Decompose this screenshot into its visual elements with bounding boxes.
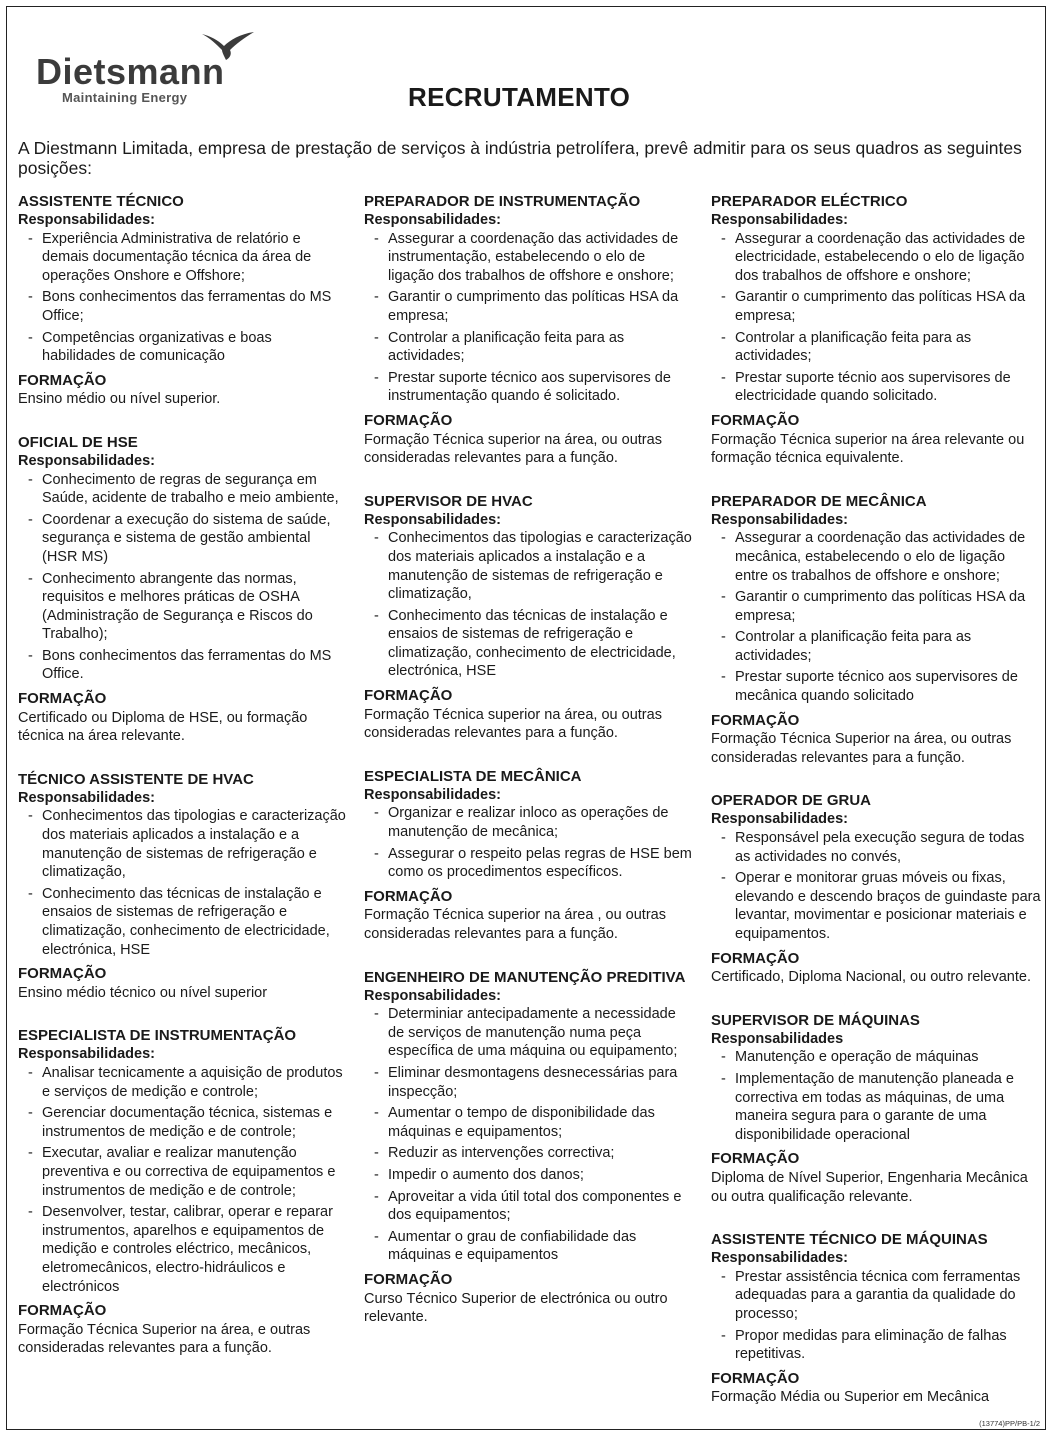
- list-item: - Propor medidas para eliminação de falhas repetitivas.: [711, 1327, 1041, 1364]
- education-text: Formação Técnica superior na área, ou outras consideradas relevantes para a função.: [364, 431, 662, 467]
- list-item: - Aumentar o grau de confiabilidade das máquinas e equipamentos: [364, 1228, 694, 1265]
- job-title: SUPERVISOR DE MÁQUINAS: [711, 1011, 920, 1029]
- responsibilities-label: Responsabilidades:: [711, 212, 848, 228]
- responsibilities-list: [711, 1268, 1041, 1364]
- list-item: - Conhecimentos das tipologias e caracterização dos materiais aplicados a instalação e a manutenção de sistemas de refrigeração e climatização,: [18, 807, 348, 881]
- education-text: Ensino médio ou nível superior.: [18, 391, 221, 408]
- responsibilities-list: [364, 529, 694, 681]
- list-item: - Aproveitar a vida útil total dos componentes e dos equipamentos;: [364, 1188, 694, 1225]
- list-item: - Bons conhecimentos das ferramentas do MS Office;: [18, 288, 348, 325]
- responsibilities-list: [364, 804, 694, 881]
- list-item: - Experiência Administrativa de relatório e demais documentação técnica da área de operações Onshore e Offshore;: [18, 230, 348, 286]
- job-section: [18, 433, 348, 746]
- job-title: TÉCNICO ASSISTENTE DE HVAC: [18, 770, 254, 788]
- list-item: - Competências organizativas e boas habilidades de comunicação: [18, 329, 348, 366]
- list-item: - Conhecimento das técnicas de instalação e ensaios de sistemas de refrigeração e climatização, conhecimento de electricidade, electrónica, HSE: [18, 885, 348, 959]
- education-text: Ensino médio técnico ou nível superior: [18, 984, 268, 1001]
- education-label: FORMAÇÃO: [711, 949, 800, 967]
- education-label: FORMAÇÃO: [18, 690, 107, 708]
- list-item: - Conhecimento das técnicas de instalação e ensaios de sistemas de refrigeração e climatização, conhecimento de electricidade, electrónica, HSE: [364, 607, 694, 681]
- responsibilities-label: Responsabilidades: [711, 1030, 844, 1047]
- education-text: Formação Média ou Superior em Mecânica: [711, 1389, 990, 1406]
- responsibilities-list: [364, 1005, 694, 1265]
- job-section: [364, 767, 694, 944]
- education-label: FORMAÇÃO: [18, 371, 107, 389]
- job-section: [18, 1026, 348, 1358]
- education-text: Formação Técnica superior na área relevante ou formação técnica equivalente.: [711, 431, 1025, 467]
- education-label: FORMAÇÃO: [364, 411, 453, 429]
- responsibilities-label: Responsabilidades:: [711, 1250, 848, 1267]
- education-text: Certificado ou Diploma de HSE, ou formação técnica na área relevante.: [18, 709, 308, 745]
- page-title: RECRUTAMENTO: [408, 82, 631, 112]
- responsibilities-list: [18, 471, 348, 685]
- job-section: [711, 1011, 1041, 1206]
- job-title: ESPECIALISTA DE MECÂNICA: [364, 767, 582, 785]
- education-label: FORMAÇÃO: [711, 411, 800, 429]
- responsibilities-list: [18, 1064, 348, 1296]
- job-section: [364, 192, 694, 468]
- list-item: - Manutenção e operação de máquinas: [711, 1048, 1041, 1067]
- responsibilities-list: [711, 829, 1041, 944]
- intro-paragraph: A Diestmann Limitada, empresa de prestação de serviços à indústria petrolífera, prevê admitir para os seus quadros as seguintes posições:: [18, 138, 1022, 178]
- responsibilities-list: [711, 529, 1041, 705]
- responsibilities-list: [711, 1048, 1041, 1144]
- job-section: [711, 1230, 1041, 1407]
- list-item: - Implementação de manutenção planeada e correctiva em todas as máquinas, de uma maneira segura para o garante de uma disponibilidade operacional: [711, 1070, 1041, 1144]
- responsibilities-label: Responsabilidades:: [18, 452, 155, 469]
- footnote-code: (13774)PP/PB-1/2: [979, 1419, 1040, 1428]
- list-item: - Controlar a planificação feita para as actividades;: [711, 628, 1041, 665]
- list-item: - Conhecimento abrangente das normas, requisitos e melhores práticas de OSHA (Administração de Segurança e Riscos do Trabalho);: [18, 570, 348, 644]
- job-section: [711, 791, 1041, 986]
- responsibilities-list: [18, 807, 348, 959]
- education-text: Formação Técnica superior na área , ou outras consideradas relevantes para a função.: [364, 907, 666, 942]
- list-item: - Assegurar o respeito pelas regras de HSE bem como os procedimentos específicos.: [364, 845, 694, 882]
- job-title: ESPECIALISTA DE INSTRUMENTAÇÃO: [18, 1027, 297, 1045]
- list-item: - Assegurar a coordenação das actividades de electricidade, estabelecendo o elo de ligação dos trabalhos de offshore e onshore;: [711, 230, 1041, 286]
- responsibilities-label: Responsabilidades:: [711, 511, 848, 528]
- responsibilities-list: [364, 230, 694, 406]
- responsibilities-label: Responsabilidades:: [364, 212, 501, 228]
- job-section: [364, 492, 694, 743]
- list-item: - Reduzir as intervenções correctiva;: [364, 1144, 694, 1163]
- list-item: - Prestar suporte técnico aos supervisores de mecânica quando solicitado: [711, 668, 1041, 705]
- list-item: - Garantir o cumprimento das políticas HSA da empresa;: [364, 288, 694, 325]
- responsibilities-label: Responsabilidades:: [364, 511, 501, 528]
- education-label: FORMAÇÃO: [18, 1302, 107, 1320]
- list-item: - Determiniar antecipadamente a necessidade de serviços de manutenção numa peça específica de uma máquina ou equipamento;: [364, 1005, 694, 1061]
- list-item: - Coordenar a execução do sistema de saúde, segurança e sistema de gestão ambiental (HSR MS): [18, 511, 348, 567]
- list-item: - Bons conhecimentos das ferramentas do MS Office.: [18, 647, 348, 684]
- education-text: Formação Técnica Superior na área, ou outras consideradas relevantes para a função.: [711, 731, 1012, 766]
- list-item: - Assegurar a coordenação das actividades de instrumentação, estabelecendo o elo de ligação dos trabalhos de offshore e onshore;: [364, 230, 694, 286]
- list-item: - Prestar suporte técnio aos supervisores de electricidade quando solicitado.: [711, 369, 1041, 406]
- education-label: FORMAÇÃO: [711, 1369, 800, 1387]
- responsibilities-label: Responsabilidades:: [18, 789, 155, 806]
- list-item: - Eliminar desmontagens desnecessárias para inspecção;: [364, 1064, 694, 1101]
- list-item: - Organizar e realizar inloco as operações de manutenção de mecânica;: [364, 804, 694, 841]
- education-label: FORMAÇÃO: [711, 711, 800, 729]
- job-section: [711, 492, 1041, 768]
- column-1: [18, 192, 348, 1382]
- job-title: SUPERVISOR DE HVAC: [364, 492, 533, 510]
- education-text: Formação Técnica Superior na área, e outras consideradas relevantes para a função.: [18, 1321, 311, 1357]
- list-item: - Desenvolver, testar, calibrar, operar e reparar instrumentos, aparelhos e equipamentos de medição e controles eléctrico, mecânicos, eletromecânicos, electro-hidráulicos e electrónicos: [18, 1203, 348, 1296]
- job-title: OFICIAL DE HSE: [18, 433, 138, 451]
- responsibilities-label: Responsabilidades:: [18, 212, 155, 228]
- education-label: FORMAÇÃO: [364, 687, 453, 705]
- list-item: - Prestar assistência técnica com ferramentas adequadas para a garantia da qualidade do processo;: [711, 1268, 1041, 1324]
- education-text: Curso Técnico Superior de electrónica ou outro relevante.: [364, 1290, 668, 1326]
- responsibilities-label: Responsabilidades:: [711, 811, 848, 828]
- education-text: Certificado, Diploma Nacional, ou outro relevante.: [711, 969, 1031, 986]
- list-item: - Executar, avaliar e realizar manutenção preventiva e ou correctiva de equipamentos e instrumentos de medição e de controle;: [18, 1144, 348, 1200]
- list-item: - Controlar a planificação feita para as actividades;: [711, 329, 1041, 366]
- list-item: - Conhecimento de regras de segurança em Saúde, acidente de trabalho e meio ambiente,: [18, 471, 348, 508]
- list-item: - Controlar a planificação feita para as actividades;: [364, 329, 694, 366]
- responsibilities-label: Responsabilidades:: [364, 786, 501, 803]
- list-item: - Gerenciar documentação técnica, sistemas e instrumentos de medição e de controle;: [18, 1104, 348, 1141]
- list-item: - Assegurar a coordenação das actividades de mecânica, estabelecendo o elo de ligação entre os trabalhos de offshore e onshore;: [711, 529, 1041, 585]
- list-item: - Prestar suporte técnico aos supervisores de instrumentação quando é solicitado.: [364, 369, 694, 406]
- education-label: FORMAÇÃO: [364, 887, 453, 905]
- job-section: [18, 770, 348, 1003]
- list-item: - Operar e monitorar gruas móveis ou fixas, elevando e descendo braços de guindaste para levantar, movimentar e posicionar materiais e equipamentos.: [711, 869, 1041, 943]
- job-title: PREPARADOR ELÉCTRICO: [711, 193, 908, 210]
- list-item: - Analisar tecnicamente a aquisição de produtos e serviços de medição e controle;: [18, 1064, 348, 1101]
- list-item: - Responsável pela execução segura de todas as actividades no convés,: [711, 829, 1041, 866]
- logo-tagline: Maintaining Energy: [62, 90, 188, 105]
- education-text: Diploma de Nível Superior, Engenharia Mecânica ou outra qualificação relevante.: [711, 1169, 1028, 1205]
- responsibilities-list: [18, 230, 348, 366]
- job-title: ASSISTENTE TÉCNICO DE MÁQUINAS: [711, 1231, 988, 1249]
- list-item: - Garantir o cumprimento das políticas HSA da empresa;: [711, 288, 1041, 325]
- education-label: FORMAÇÃO: [711, 1150, 800, 1168]
- education-text: Formação Técnica superior na área, ou outras consideradas relevantes para a função.: [364, 706, 662, 742]
- logo-wordmark: Dietsmann: [36, 51, 225, 92]
- responsibilities-label: Responsabilidades:: [18, 1046, 155, 1063]
- job-title: OPERADOR DE GRUA: [711, 792, 872, 810]
- job-title: PREPARADOR DE MECÂNICA: [711, 492, 927, 510]
- job-section: [364, 968, 694, 1327]
- list-item: - Impedir o aumento dos danos;: [364, 1166, 694, 1185]
- education-label: FORMAÇÃO: [364, 1270, 453, 1288]
- list-item: - Aumentar o tempo de disponibilidade das máquinas e equipamentos;: [364, 1104, 694, 1141]
- job-section: [18, 192, 348, 409]
- column-3: [711, 192, 1041, 1431]
- responsibilities-label: Responsabilidades:: [364, 987, 501, 1004]
- job-title: ASSISTENTE TÉCNICO: [18, 193, 184, 210]
- list-item: - Garantir o cumprimento das políticas HSA da empresa;: [711, 588, 1041, 625]
- job-title: PREPARADOR DE INSTRUMENTAÇÃO: [364, 193, 641, 210]
- list-item: - Conhecimentos das tipologias e caracterização dos materiais aplicados a instalação e a manutenção de sistemas de refrigeração e climatização,: [364, 529, 694, 603]
- education-label: FORMAÇÃO: [18, 965, 107, 983]
- job-title: ENGENHEIRO DE MANUTENÇÃO PREDITIVA: [364, 968, 686, 986]
- company-logo: [34, 30, 264, 110]
- job-section: [711, 192, 1041, 468]
- responsibilities-list: [711, 230, 1041, 406]
- column-2: [364, 192, 694, 1351]
